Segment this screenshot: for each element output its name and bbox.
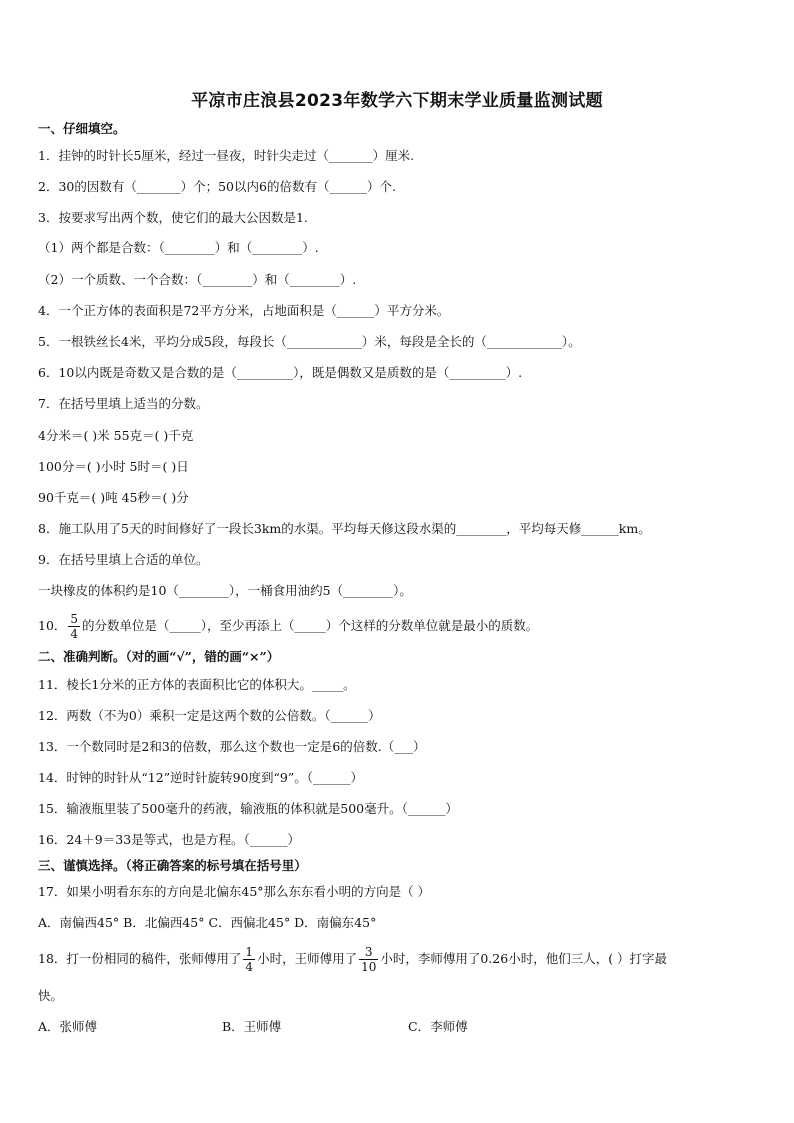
question-7-row-1: 4分米＝( )米 55克＝( )千克 (38, 428, 194, 443)
question-18-continuation: 快。 (38, 988, 64, 1003)
question-9-text: 一块橡皮的体积约是10（________），一桶食用油约5（________）。 (38, 583, 412, 598)
question-7-row-2: 100分＝( )小时 5时＝( )日 (38, 459, 189, 474)
question-7-row-3: 90千克＝( )吨 45秒＝( )分 (38, 490, 189, 505)
section-heading-3: 三、谨慎选择。（将正确答案的标号填在括号里） (38, 858, 307, 873)
question-17-options: A．南偏西45° B．北偏西45° C．西偏北45° D．南偏东45° (38, 915, 377, 930)
fraction-3-10 (359, 945, 378, 974)
fraction-denominator: 4 (70, 627, 79, 641)
question-10-number: 10． (38, 618, 67, 633)
fraction-denominator: 10 (361, 960, 377, 974)
question-18-text-c: 小时，李师傅用了0.26小时，他们三人，( ）打字最 (380, 951, 668, 966)
question-5: 5．一根铁丝长4米，平均分成5段，每段长（____________）米，每段是全长的（____________）。 (38, 334, 581, 349)
question-7: 7．在括号里填上适当的分数。 (38, 396, 209, 411)
question-6: 6．10以内既是奇数又是合数的是（_________），既是偶数又是质数的是（_________）. (38, 365, 523, 380)
question-8: 8．施工队用了5天的时间修好了一段长3km的水渠。平均每天修这段水渠的________，平均每天修______km。 (38, 521, 651, 536)
question-10 (38, 608, 538, 644)
question-18-option-c: C．李师傅 (408, 1019, 468, 1034)
question-18-option-b: B．王师傅 (222, 1019, 282, 1034)
fraction-numerator: 3 (359, 945, 378, 960)
question-13: 13．一个数同时是2和3的倍数，那么这个数也一定是6的倍数.（___） (38, 739, 426, 754)
question-11: 11．棱长1分米的正方体的表面积比它的体积大。_____。 (38, 677, 356, 692)
question-12: 12．两数（不为0）乘积一定是这两个数的公倍数。（______） (38, 708, 381, 723)
question-18-text-a: 18．打一份相同的稿件，张师傅用了 (38, 951, 242, 966)
question-3-part-2: （2）一个质数、一个合数：（________）和（________）. (38, 272, 357, 287)
question-18 (38, 940, 667, 978)
section-heading-1: 一、仔细填空。 (38, 121, 126, 136)
question-15: 15．输液瓶里装了500毫升的药液，输液瓶的体积就是500毫升。（______） (38, 801, 458, 816)
question-18-option-a: A．张师傅 (38, 1019, 98, 1034)
fraction-numerator: 5 (70, 612, 79, 626)
question-9: 9．在括号里填上合适的单位。 (38, 552, 209, 567)
question-16: 16．24＋9＝33是等式，也是方程。（______） (38, 832, 300, 847)
question-1: 1．挂钟的时针长5厘米，经过一昼夜，时针尖走过（_______）厘米. (38, 148, 415, 163)
question-3-part-1: （1）两个都是合数：（________）和（________）. (38, 240, 319, 255)
fraction-5-4 (68, 612, 80, 641)
fraction-1-4 (243, 945, 255, 974)
fraction-numerator: 1 (245, 945, 254, 959)
question-17: 17．如果小明看东东的方向是北偏东45°那么东东看小明的方向是（ ） (38, 884, 431, 899)
question-2: 2．30的因数有（_______）个；50以内6的倍数有（______）个. (38, 179, 396, 194)
page-title: 平凉市庄浪县2023年数学六下期末学业质量监测试题 (191, 91, 603, 111)
fraction-denominator: 4 (245, 960, 254, 974)
question-3: 3．按要求写出两个数，使它们的最大公因数是1. (38, 210, 308, 225)
section-heading-2: 二、准确判断。（对的画“√”，错的画“×”） (38, 649, 280, 664)
question-4: 4．一个正方体的表面积是72平方分米，占地面积是（______）平方分米。 (38, 303, 450, 318)
question-10-text: 的分数单位是（_____），至少再添上（_____）个这样的分数单位就是最小的质数。 (82, 618, 539, 633)
question-14: 14．时钟的时针从“12”逆时针旋转90度到“9”。（______） (38, 770, 363, 785)
question-18-text-b: 小时，王师傅用了 (257, 951, 358, 966)
